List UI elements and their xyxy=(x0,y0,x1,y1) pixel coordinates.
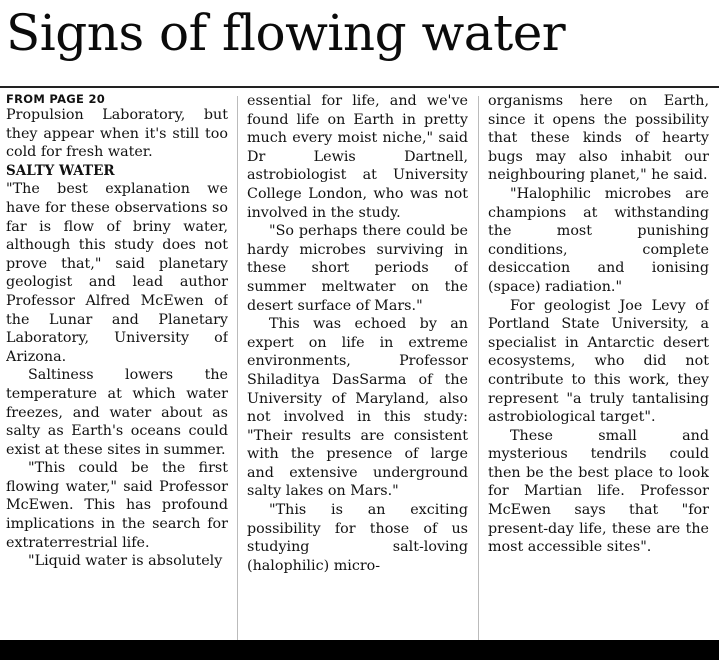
paragraph: "This is an exciting possibility for those of us studying salt-loving (halophilic) micro- xyxy=(247,502,468,574)
paragraph: "This could be the first flowing water," said Professor McEwen. This has profound implications in the search for extraterrestrial life. xyxy=(6,460,228,551)
paragraph: "The best explanation we have for these observations so far is flow of briny water, although this study does not prove that," said planetary geologist and lead author Professor Alfred McEwen of the Lunar and Planetary Laboratory, University of Arizona. xyxy=(6,181,228,365)
headline: Signs of flowing water xyxy=(6,4,566,62)
paragraph: Saltiness lowers the temperature at which water freezes, and water about as salty as Earth's oceans could exist at these sites in summer. xyxy=(6,367,228,458)
paragraph: "So perhaps there could be hardy microbes surviving in these short periods of summer meltwater on the desert surface of Mars." xyxy=(247,223,468,314)
paragraph: For geologist Joe Levy of Portland State University, a specialist in Antarctic desert ecosystems, who did not contribute to this work, they represent "a truly tantalising astrobiological target". xyxy=(488,297,709,426)
headline-rule xyxy=(0,86,719,88)
continuation-label: FROM PAGE 20 xyxy=(6,92,106,106)
subheading: SALTY WATER xyxy=(6,162,115,179)
paragraph: essential for life, and we've found life on Earth in pretty much every moist niche," said Dr Lewis Dartnell, astrobiologist at University College London, who was not involved in the study. xyxy=(247,93,468,221)
column-divider xyxy=(478,96,479,640)
paragraph: These small and mysterious tendrils could then be the best place to look for Martian life. Professor McEwen says that "for present-day life, these are the most accessible sites". xyxy=(488,427,709,556)
paragraph: Propulsion Laboratory, but they appear when it's still too cold for fresh water. xyxy=(6,107,228,161)
bottom-band xyxy=(0,640,719,660)
paragraph: "Halophilic microbes are champions at withstanding the most punishing conditions, complete desiccation and ionising (space) radiation." xyxy=(488,185,709,295)
article-column-1 xyxy=(6,92,228,640)
paragraph: This was echoed by an expert on life in extreme environments, Professor Shiladitya DasSarma of the University of Maryland, also not involved in this study: "Their results are consistent with the presence of large and extensive underground salty lakes on Mars." xyxy=(247,316,468,500)
article-column-3 xyxy=(488,92,709,640)
column-divider xyxy=(237,96,238,640)
paragraph: organisms here on Earth, since it opens the possibility that these kinds of hearty bugs may also inhabit our neighbouring planet," he said. xyxy=(488,93,709,184)
paragraph: "Liquid water is absolutely xyxy=(28,553,223,570)
article-column-2 xyxy=(247,92,468,640)
